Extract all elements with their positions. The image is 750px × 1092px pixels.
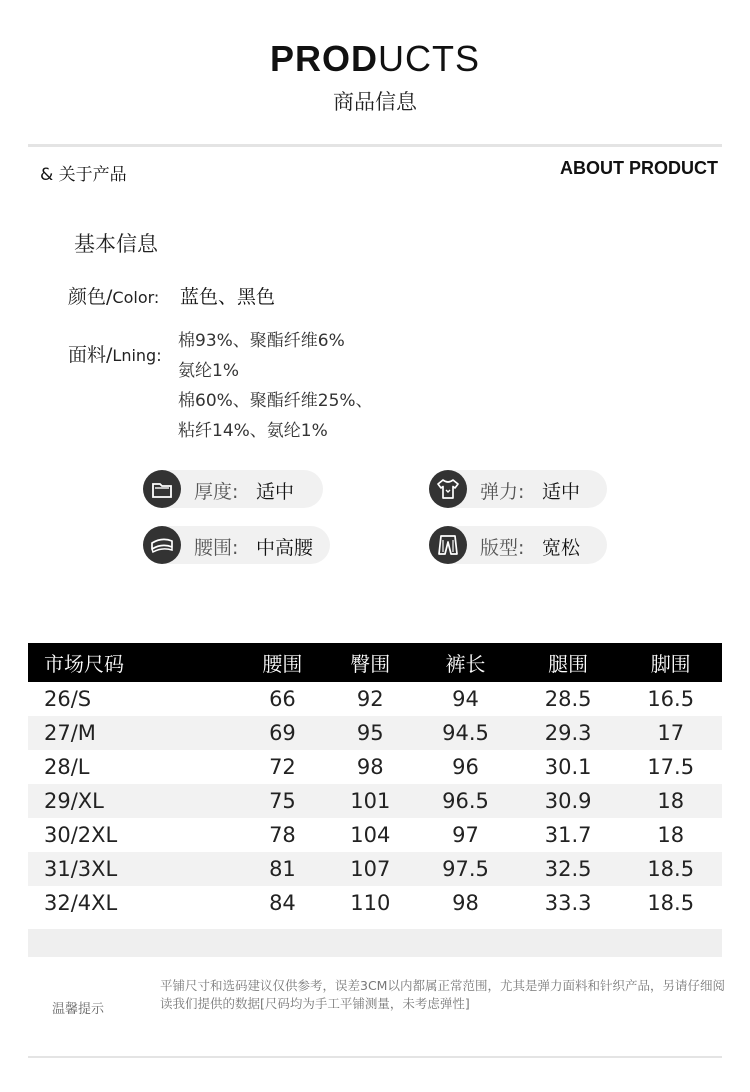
cell-waist: 69	[239, 716, 327, 750]
basic-info-heading: 基本信息	[74, 232, 158, 256]
title-bold-part: PROD	[269, 38, 378, 79]
cell-hip: 95	[326, 716, 414, 750]
cell-hip: 98	[356, 755, 384, 779]
cell-thigh: 32.5	[517, 852, 620, 886]
about-product-english: ABOUT PRODUCT	[560, 158, 718, 178]
waist-label: 腰围:	[194, 537, 239, 559]
top-divider	[28, 144, 722, 147]
cell-size: 31/3XL	[28, 852, 239, 886]
table-row	[28, 750, 722, 784]
cell-hip: 107	[326, 852, 414, 886]
color-label-en: Color:	[112, 288, 160, 307]
cell-length: 98	[452, 891, 479, 915]
table-row	[28, 886, 722, 920]
cell-hip: 101	[326, 784, 414, 818]
cell-length: 94	[452, 687, 479, 711]
table-row	[28, 852, 722, 886]
table-row	[28, 784, 722, 818]
cell-thigh: 31.7	[544, 823, 592, 847]
cell-waist: 78	[269, 823, 296, 847]
tips-text: 平铺尺寸和选码建议仅供参考，误差3CM以内都属正常范围，尤其是弹力面料和针织产品，另请仔细阅读我们提供的数据[尺码均为手工平铺测量，未考虑弹性]	[160, 978, 725, 1011]
cell-size: 30/2XL	[44, 823, 118, 847]
color-label-cn: 颜色/	[68, 286, 113, 308]
fit-label: 版型:	[480, 537, 525, 559]
fabric-thickness-icon	[143, 470, 181, 508]
size-table-header	[28, 643, 722, 682]
header-market-size: 市场尺码	[28, 643, 239, 682]
cell-waist: 84	[269, 891, 296, 915]
bottom-divider	[28, 1056, 722, 1058]
cell-length: 96.5	[414, 784, 517, 818]
cell-hem: 18	[657, 823, 685, 847]
page-subtitle: 商品信息	[333, 90, 417, 114]
cell-waist: 72	[269, 755, 296, 779]
thickness-label: 厚度:	[194, 481, 239, 503]
cell-waist: 75	[239, 784, 327, 818]
cell-length: 94.5	[414, 716, 517, 750]
cell-size: 27/M	[28, 716, 239, 750]
stretch-label: 弹力:	[480, 481, 525, 503]
cell-waist: 66	[269, 687, 296, 711]
cell-hem: 18.5	[647, 891, 695, 915]
pants-fit-icon	[429, 526, 467, 564]
header-length: 裤长	[414, 643, 517, 682]
cell-thigh: 33.3	[544, 891, 592, 915]
fabric-label-en: Lning:	[112, 346, 162, 365]
fit-value: 宽松	[542, 537, 581, 559]
fabric-line: 棉60%、聚酯纤维25%、	[178, 391, 373, 411]
fabric-line: 粘纤14%、氨纶1%	[178, 421, 328, 441]
waist-value: 中高腰	[256, 537, 314, 559]
cell-waist: 81	[239, 852, 327, 886]
waist-icon	[143, 526, 181, 564]
cell-thigh: 30.9	[517, 784, 620, 818]
title-light-part: UCTS	[378, 38, 480, 79]
cell-length: 96	[452, 755, 479, 779]
table-footer-bar	[28, 929, 722, 957]
header-thigh: 腿围	[517, 643, 620, 682]
cell-size: 28/L	[44, 755, 90, 779]
fabric-label	[68, 340, 162, 367]
header-hip: 臀围	[326, 643, 414, 682]
header-waist: 腰围	[239, 643, 327, 682]
cell-hem: 17.5	[647, 755, 695, 779]
color-value: 蓝色、黑色	[180, 286, 276, 308]
color-label	[68, 282, 159, 309]
tshirt-stretch-icon	[429, 470, 467, 508]
cell-length: 97	[452, 823, 479, 847]
cell-hem: 18.5	[619, 852, 722, 886]
cell-length: 97.5	[414, 852, 517, 886]
about-product-label: & 关于产品	[40, 165, 127, 185]
cell-thigh: 29.3	[517, 716, 620, 750]
tips-label: 温馨提示	[52, 1002, 105, 1017]
fabric-line: 氨纶1%	[178, 361, 239, 381]
cell-hip: 104	[350, 823, 391, 847]
table-row	[28, 818, 722, 852]
table-row	[28, 716, 722, 750]
page-title	[0, 38, 750, 80]
cell-hem: 16.5	[647, 687, 695, 711]
fabric-line: 棉93%、聚酯纤维6%	[178, 331, 345, 351]
cell-size: 29/XL	[28, 784, 239, 818]
cell-thigh: 28.5	[544, 687, 592, 711]
table-row	[28, 682, 722, 716]
cell-thigh: 30.1	[544, 755, 592, 779]
stretch-value: 适中	[542, 481, 581, 503]
cell-hip: 110	[350, 891, 391, 915]
cell-hip: 92	[356, 687, 384, 711]
cell-hem: 18	[619, 784, 722, 818]
thickness-value: 适中	[256, 481, 295, 503]
cell-size: 26/S	[44, 687, 92, 711]
cell-size: 32/4XL	[44, 891, 118, 915]
fabric-label-cn: 面料/	[68, 344, 113, 366]
cell-hem: 17	[619, 716, 722, 750]
size-table	[28, 643, 722, 920]
header-hem: 脚围	[619, 643, 722, 682]
